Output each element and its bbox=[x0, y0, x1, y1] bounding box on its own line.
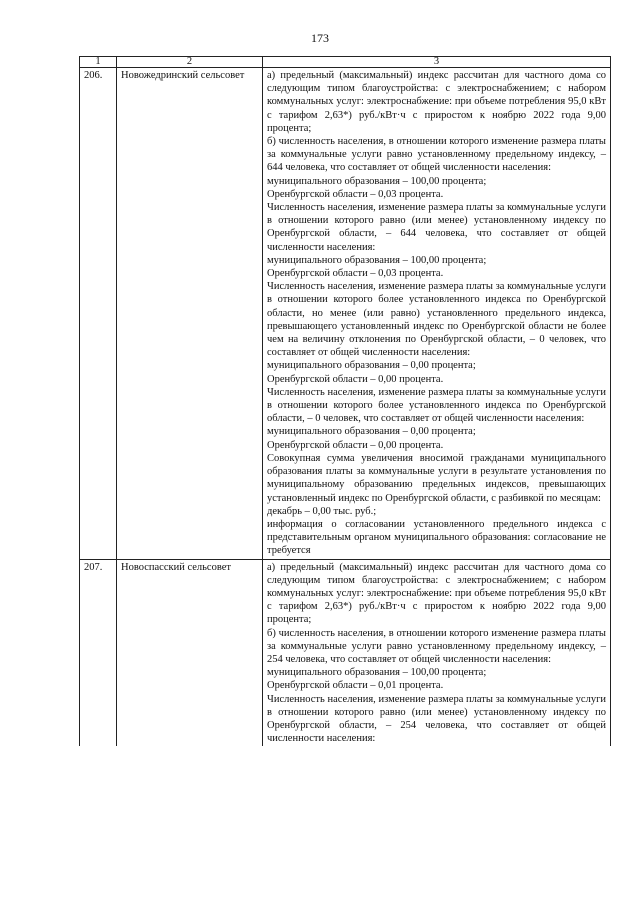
description-line: Оренбургской области – 0,00 процента. bbox=[267, 439, 444, 451]
description-line: Численность населения, изменение размера платы за коммунальные услуги в отношении которого равно (или менее) установленному индексу по Оренбургской области, – 254 человека, что составляет от общей численности населения: bbox=[267, 693, 606, 745]
description-line: Оренбургской области – 0,01 процента. bbox=[267, 680, 444, 692]
column-header-3: 3 bbox=[263, 57, 611, 68]
description-line: Совокупная сумма увеличения вносимой гражданами муниципального образования платы за коммунальные услуги в результате установления по муниципальному образованию предельных индексов, превышающих установленный индекс по Оренбургской области, с разбивкой по месяцам: bbox=[267, 452, 606, 504]
table-header-row bbox=[80, 57, 611, 68]
description-line: Численность населения, изменение размера платы за коммунальные услуги в отношении которого более установленного индекса по Оренбургской области, но менее (или равно) установленного предельного индекса, превышающего установленный индекс по Оренбургской области не более чем на величину отклонения по Оренбургской области, – 0 человек, что составляет от общей численности населения: bbox=[267, 281, 606, 359]
row-description bbox=[263, 68, 611, 560]
description-line: Оренбургской области – 0,03 процента. bbox=[267, 268, 444, 280]
row-number: 207. bbox=[80, 559, 117, 746]
description-line: муниципального образования – 100,00 процента; bbox=[267, 667, 487, 679]
table-row bbox=[80, 68, 611, 560]
column-header-2: 2 bbox=[117, 57, 263, 68]
description-line: муниципального образования – 0,00 процента; bbox=[267, 426, 476, 438]
description-line: информация о согласовании установленного предельного индекса с представительным органом муниципального образования: согласование не требуется bbox=[267, 518, 606, 557]
description-line: муниципального образования – 0,00 процента; bbox=[267, 360, 476, 372]
column-header-1: 1 bbox=[80, 57, 117, 68]
description-line: а) предельный (максимальный) индекс рассчитан для частного дома со следующим типом благоустройства: с электроснабжением; с набором коммунальных услуг: электроснабжение: при объеме потребления 95,0 кВт с тарифом 2,63*) руб./кВт·ч с приростом к ноябрю 2022 года 9,00 процента; bbox=[267, 561, 606, 626]
description-line: декабрь – 0,00 тыс. руб.; bbox=[267, 505, 377, 517]
limits-table bbox=[79, 56, 611, 746]
municipality-name: Новоспасский сельсовет bbox=[117, 559, 263, 746]
row-description bbox=[263, 559, 611, 746]
description-line: муниципального образования – 100,00 процента; bbox=[267, 254, 487, 266]
description-line: Оренбургской области – 0,00 процента. bbox=[267, 373, 444, 385]
description-line: Численность населения, изменение размера платы за коммунальные услуги в отношении которого равно (или менее) установленному индексу по Оренбургской области, – 644 человека, что составляет от общей численности населения: bbox=[267, 202, 606, 253]
page-number: 173 bbox=[311, 31, 329, 45]
description-line: а) предельный (максимальный) индекс рассчитан для частного дома со следующим типом благоустройства: с электроснабжением; с набором коммунальных услуг: электроснабжение: при объеме потребления 95,0 кВт с тарифом 2,63*) руб./кВт·ч с приростом к ноябрю 2022 года 9,00 процента; bbox=[267, 70, 606, 134]
municipality-name: Новожедринский сельсовет bbox=[117, 68, 263, 560]
description-line: муниципального образования – 100,00 процента; bbox=[267, 175, 487, 187]
description-line: Численность населения, изменение размера платы за коммунальные услуги в отношении которого более установленного индекса по Оренбургской области, – 0 человек, что составляет от общей численности населения: bbox=[267, 386, 606, 425]
description-line: Оренбургской области – 0,03 процента. bbox=[267, 188, 444, 200]
row-number: 206. bbox=[80, 68, 117, 560]
table-row bbox=[80, 559, 611, 746]
description-line: б) численность населения, в отношении которого изменение размера платы за коммунальные услуги равно установленному предельному индексу, – 254 человека, что составляет от общей численности населения: bbox=[267, 627, 606, 665]
description-line: б) численность населения, в отношении которого изменение размера платы за коммунальные услуги равно установленному предельному индексу, – 644 человека, что составляет от общей численности населения: bbox=[267, 136, 606, 174]
